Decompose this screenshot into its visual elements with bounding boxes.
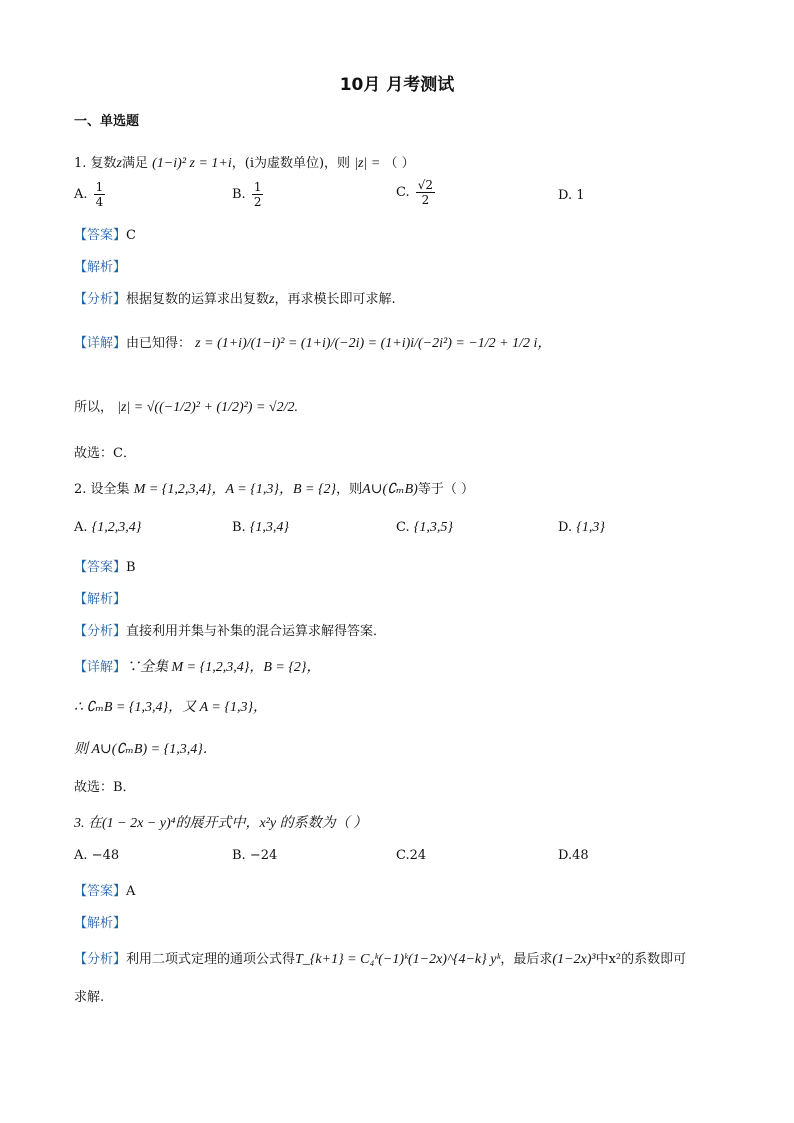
answer-tag: 【答案】 bbox=[74, 884, 127, 899]
xiangjie-equation: z = (1+i)/(1−i)² = (1+i)/(−2i) = (1+i)i/(−2i²) = −1/2 + 1/2 i， bbox=[195, 336, 552, 351]
option-label: D. bbox=[558, 520, 573, 535]
analysis-tag: 【解析】 bbox=[74, 916, 127, 931]
q1-xiangjie bbox=[74, 332, 551, 352]
fenxi-z: z bbox=[269, 292, 275, 307]
xiangjie-tag: 【详解】 bbox=[74, 336, 127, 351]
q2-line3 bbox=[74, 738, 217, 758]
fraction bbox=[416, 178, 435, 207]
denominator: 2 bbox=[421, 193, 430, 207]
answer-value: B bbox=[126, 560, 136, 575]
q1-conclusion: 故选：C． bbox=[74, 446, 136, 461]
fenxi-text: 利用二项式定理的通项公式得 bbox=[126, 952, 296, 967]
answer-tag: 【答案】 bbox=[74, 560, 127, 575]
q3-fenxi bbox=[74, 948, 686, 968]
q1-stem-text3: ，(i为虚数单位)，则 bbox=[231, 156, 351, 171]
q2-analysis-tag bbox=[74, 588, 126, 607]
q2-stem bbox=[74, 478, 474, 498]
fenxi-end: 中x²的系数即可 bbox=[595, 952, 687, 967]
option-value: 1 bbox=[576, 188, 585, 203]
fenxi-tag: 【分析】 bbox=[74, 952, 127, 967]
q1-analysis-tag bbox=[74, 256, 126, 275]
page-title: 10月 月考测试 bbox=[339, 75, 455, 95]
option-label: A. bbox=[74, 520, 88, 535]
answer-value: A bbox=[126, 884, 136, 899]
q2-set-m: M = {1,2,3,4} bbox=[133, 482, 212, 497]
derivation-line: 则 A∪(∁ₘB) = {1,3,4}． bbox=[74, 742, 217, 757]
q2-conclusion: 故选：B． bbox=[74, 780, 136, 795]
q3-stem bbox=[74, 812, 367, 832]
q2-option-a bbox=[74, 520, 141, 536]
q3-option-d bbox=[558, 848, 589, 863]
q2-option-b bbox=[232, 520, 289, 536]
q1-option-d bbox=[558, 188, 585, 203]
q1-fenxi bbox=[74, 288, 396, 308]
fraction bbox=[94, 180, 106, 209]
xiangjie-text: ∵全集 M = {1,2,3,4}，B = {2}， bbox=[126, 660, 321, 675]
option-label: B. bbox=[232, 848, 246, 863]
q1-stem-text2: 满足 bbox=[122, 156, 149, 171]
q3-analysis-tag bbox=[74, 912, 126, 931]
option-label: C. bbox=[396, 520, 410, 535]
q3-option-c bbox=[396, 848, 426, 863]
fraction bbox=[252, 180, 264, 209]
q1-suoyi bbox=[74, 396, 298, 416]
q2-stem-text: 2. 设全集 bbox=[74, 482, 130, 497]
q1-answer bbox=[74, 224, 136, 243]
q1-option-a bbox=[74, 180, 107, 209]
fenxi-end: ，再求模长即可求解. bbox=[274, 292, 396, 307]
option-value: −48 bbox=[91, 848, 120, 863]
numerator: 1 bbox=[253, 180, 262, 194]
q1-paren: （ ） bbox=[384, 156, 415, 171]
option-label: A. bbox=[74, 187, 88, 202]
q3-fenxi-line2: 求解. bbox=[74, 990, 105, 1005]
q1-option-c bbox=[396, 178, 437, 207]
derivation-line: ∴ ∁ₘB = {1,3,4}，又 A = {1,3}， bbox=[74, 700, 268, 715]
option-value: {1,2,3,4} bbox=[91, 520, 142, 535]
q2-answer bbox=[74, 556, 136, 575]
xiangjie-tag: 【详解】 bbox=[74, 660, 127, 675]
fenxi-equation2: (1−2x)³ bbox=[552, 952, 596, 967]
q3-option-a bbox=[74, 848, 119, 863]
fenxi-equation: T_{k+1} = C₄ᵏ(−1)ᵏ(1−2x)^{4−k} yᵏ bbox=[295, 952, 501, 967]
q2-fenxi bbox=[74, 620, 386, 639]
option-label: C. bbox=[396, 185, 410, 200]
suoyi-equation: |z| = √((−1/2)² + (1/2)²) = √2/2. bbox=[117, 400, 298, 415]
q3-option-b bbox=[232, 848, 277, 863]
q2-xiangjie bbox=[74, 656, 321, 676]
option-value: {1,3} bbox=[576, 520, 605, 535]
xiangjie-text: 由已知得： bbox=[126, 336, 192, 351]
option-value: 48 bbox=[572, 848, 589, 863]
option-label: D. bbox=[558, 848, 573, 863]
q2-option-c bbox=[396, 520, 453, 536]
q2-set-a: ，A = {1,3} bbox=[211, 482, 279, 497]
fenxi-text: 根据复数的运算求出复数 bbox=[126, 292, 270, 307]
q1-option-b bbox=[232, 180, 265, 209]
q1-abs: |z| = bbox=[354, 156, 381, 171]
q2-set-b: ，B = {2} bbox=[278, 482, 337, 497]
q2-stem-text2: ，则 bbox=[336, 482, 363, 497]
q1-equation: (1−i)² z = 1+i bbox=[152, 156, 232, 171]
option-value: 24 bbox=[409, 848, 427, 863]
denominator: 2 bbox=[253, 195, 262, 209]
numerator: √2 bbox=[417, 178, 434, 192]
q3-stem-text: 3. 在(1 − 2x − y)⁴的展开式中，x²y 的系数为（ ） bbox=[74, 816, 368, 831]
q1-stem bbox=[74, 152, 415, 172]
option-label: A. bbox=[74, 848, 88, 863]
fenxi-tag: 【分析】 bbox=[74, 292, 127, 307]
option-label: B. bbox=[232, 520, 246, 535]
denominator: 4 bbox=[95, 195, 104, 209]
q2-line2 bbox=[74, 696, 267, 716]
section-heading: 一、单选题 bbox=[74, 114, 140, 129]
q1-stem-z: z bbox=[116, 156, 122, 171]
answer-value: C bbox=[126, 228, 136, 243]
q2-option-d bbox=[558, 520, 605, 536]
q2-stem-text3: 等于（ ） bbox=[417, 482, 474, 497]
analysis-tag: 【解析】 bbox=[74, 592, 127, 607]
fenxi-mid: ，最后求 bbox=[500, 952, 553, 967]
q1-stem-text: 1. 复数 bbox=[74, 156, 117, 171]
q2-expression: A∪(∁ₘB) bbox=[362, 482, 418, 497]
option-value: −24 bbox=[249, 848, 278, 863]
q3-answer bbox=[74, 880, 135, 899]
option-label: B. bbox=[232, 187, 246, 202]
option-label: C. bbox=[396, 848, 410, 863]
answer-tag: 【答案】 bbox=[74, 228, 127, 243]
analysis-tag: 【解析】 bbox=[74, 260, 127, 275]
suoyi-text: 所以， bbox=[74, 400, 114, 415]
option-value: {1,3,5} bbox=[413, 520, 453, 535]
fenxi-text: 直接利用并集与补集的混合运算求解得答案． bbox=[126, 624, 387, 639]
fenxi-tag: 【分析】 bbox=[74, 624, 127, 639]
option-value: {1,3,4} bbox=[249, 520, 290, 535]
option-label: D. bbox=[558, 188, 573, 203]
numerator: 1 bbox=[95, 180, 104, 194]
